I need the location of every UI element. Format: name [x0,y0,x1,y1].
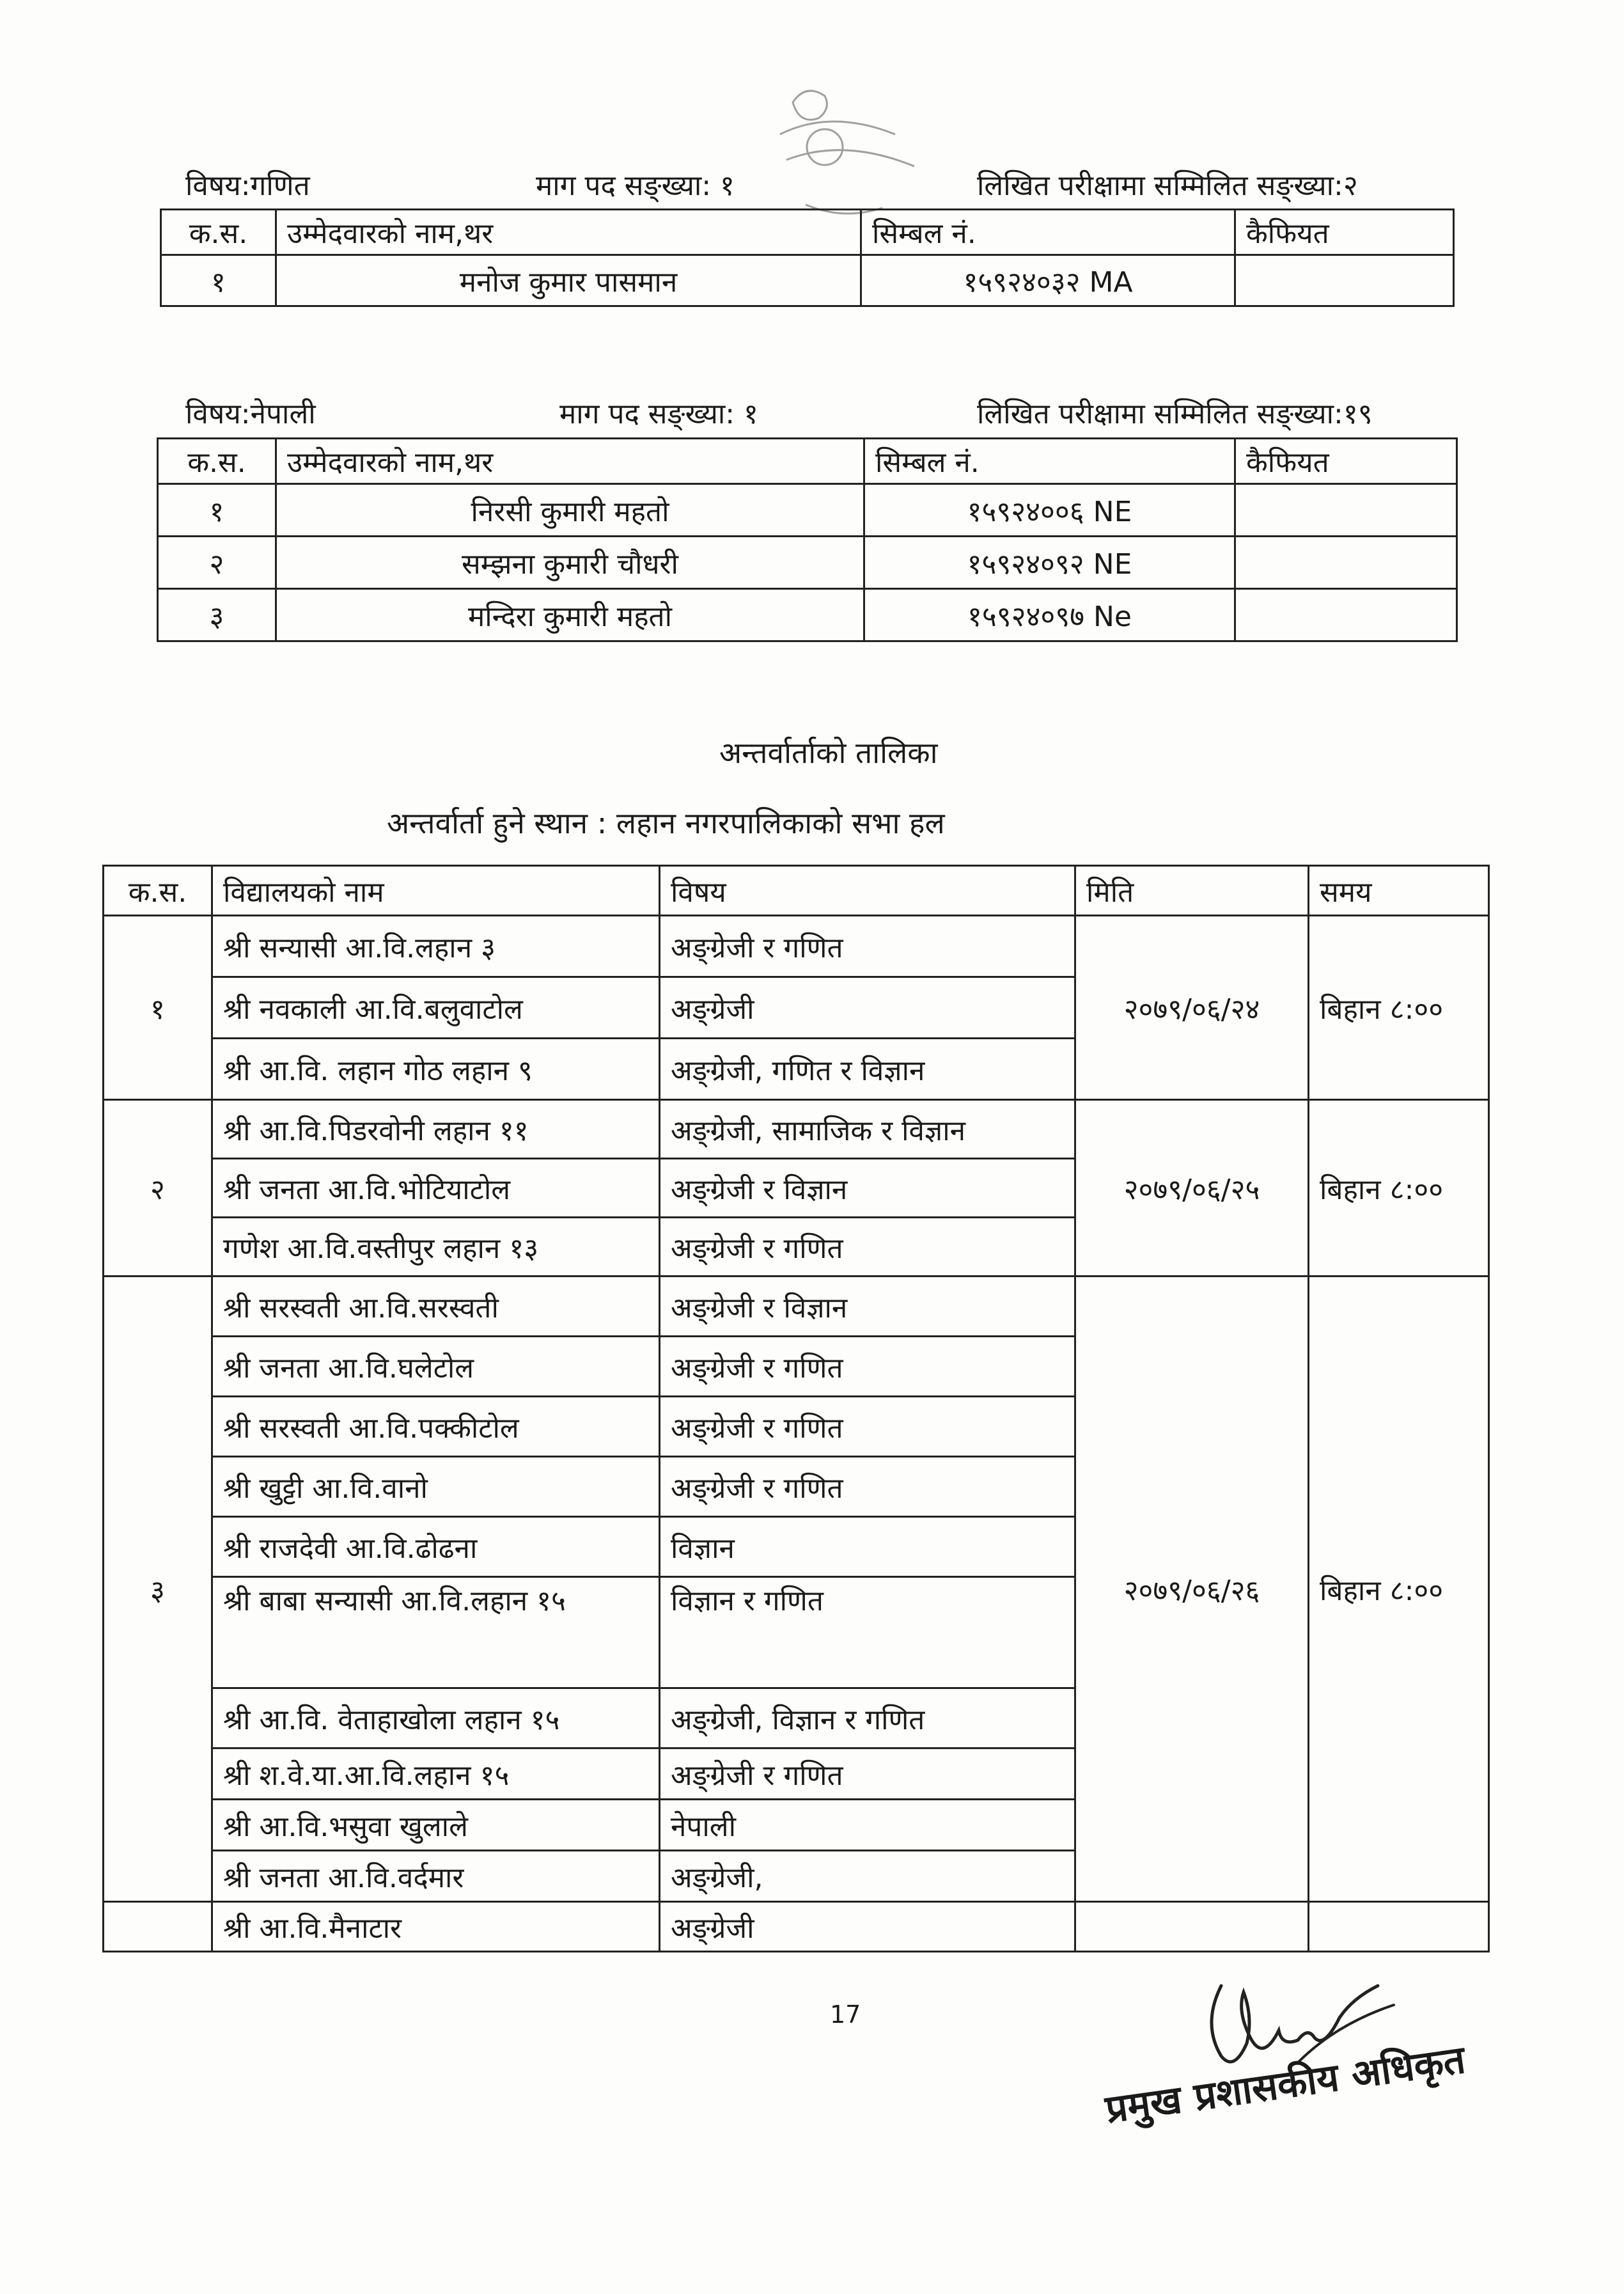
interview-schedule-table [102,865,1490,1952]
cell-symbol: १५९२४०३२ MA [861,255,1235,306]
group-date: २०७९/०६/२४ [1075,916,1309,1100]
cell-symbol: १५९२४००६ NE [864,484,1235,537]
cell-school: श्री बाबा सन्यासी आ.वि.लहान १५ [212,1577,660,1688]
table-row [158,484,1457,537]
col-date: मिति [1075,866,1309,916]
nepali-candidate-table [157,437,1458,642]
math-candidate-table [160,208,1455,307]
group-date: २०७९/०६/२५ [1075,1100,1309,1277]
section-math-examinees: लिखित परीक्षामा सम्मिलित सङ्ख्या:२ [977,169,1358,202]
col-name: उम्मेदवारको नाम,थर [276,210,861,255]
cell-school: श्री जनता आ.वि.भोटियाटोल [212,1159,660,1218]
signatory-designation: प्रमुख प्रशासकीय अधिकृत [1102,2037,1468,2133]
cell-subject: अङ्ग्रेजी [660,977,1075,1039]
cell-symbol: १५९२४०९२ NE [864,537,1235,589]
cell-subject: अङ्ग्रेजी, [660,1851,1075,1902]
col-school: विद्यालयको नाम [212,866,660,916]
cell-subject: अङ्ग्रेजी र गणित [660,1397,1075,1457]
cell-school: श्री सरस्वती आ.वि.पक्कीटोल [212,1397,660,1457]
group-sn: १ [104,916,212,1100]
col-time: समय [1309,866,1489,916]
cell-school: श्री आ.वि.मैनाटार [212,1902,660,1952]
col-symbol: सिम्बल नं. [861,210,1235,255]
col-remarks: कैफियत [1235,210,1454,255]
table-header-row [158,439,1457,484]
table-row [158,537,1457,589]
cell-school: श्री नवकाली आ.वि.बलुवाटोल [212,977,660,1039]
section-math-posts: माग पद सङ्ख्या: १ [536,169,735,202]
cell-subject: अङ्ग्रेजी, विज्ञान र गणित [660,1688,1075,1748]
col-subject: विषय [660,866,1075,916]
cell-subject: अङ्ग्रेजी, गणित र विज्ञान [660,1039,1075,1100]
cell-name: सम्झना कुमारी चौधरी [276,537,864,589]
cell-subject: अङ्ग्रेजी र गणित [660,916,1075,977]
group-time: बिहान ८:०० [1309,1100,1489,1277]
group-time: बिहान ८:०० [1309,916,1489,1100]
cell-school: श्री आ.वि. लहान गोठ लहान ९ [212,1039,660,1100]
cell-school: श्री सरस्वती आ.वि.सरस्वती [212,1277,660,1337]
cell-sn: १ [161,255,276,306]
cell-sn: १ [158,484,276,537]
interview-title: अन्तर्वार्ताको तालिका [719,735,938,770]
table-row [104,916,1489,977]
interview-venue: अन्तर्वार्ता हुने स्थान : लहान नगरपालिकाको सभा हल [387,806,945,840]
cell-subject: अङ्ग्रेजी र विज्ञान [660,1159,1075,1218]
cell-school: श्री राजदेवी आ.वि.ढोढना [212,1517,660,1577]
cell-school: श्री खुट्टी आ.वि.वानो [212,1457,660,1517]
cell-name: मनोज कुमार पासमान [276,255,861,306]
cell-subject: अङ्ग्रेजी र गणित [660,1337,1075,1397]
col-symbol: सिम्बल नं. [864,439,1235,484]
section-nepali-posts: माग पद सङ्ख्या: १ [559,398,758,430]
table-header-row [161,210,1454,255]
table-row [158,589,1457,641]
cell-subject: विज्ञान [660,1517,1075,1577]
cell-remarks [1235,537,1457,589]
cell-school: श्री आ.वि.पिडरवोनी लहान ११ [212,1100,660,1159]
cell-subject: अङ्ग्रेजी र गणित [660,1457,1075,1517]
cell-remarks [1235,484,1457,537]
cell-sn: २ [158,537,276,589]
group-time: बिहान ८:०० [1309,1277,1489,1902]
section-nepali-subject: विषय:नेपाली [185,398,316,430]
cell-time-empty [1309,1902,1489,1952]
cell-subject: विज्ञान र गणित [660,1577,1075,1688]
cell-subject: नेपाली [660,1800,1075,1851]
cell-name: मन्दिरा कुमारी महतो [276,589,864,641]
cell-school: श्री श.वे.या.आ.वि.लहान १५ [212,1748,660,1800]
cell-school: श्री जनता आ.वि.घलेटोल [212,1337,660,1397]
group-sn: २ [104,1100,212,1277]
group-date: २०७९/०६/२६ [1075,1277,1309,1902]
table-row [104,1100,1489,1159]
page-number: 17 [830,2000,861,2029]
cell-symbol: १५९२४०९७ Ne [864,589,1235,641]
cell-school: श्री आ.वि. वेताहाखोला लहान १५ [212,1688,660,1748]
col-sn: क.स. [104,866,212,916]
section-nepali-examinees: लिखित परीक्षामा सम्मिलित सङ्ख्या:१९ [977,398,1373,430]
cell-school: गणेश आ.वि.वस्तीपुर लहान १३ [212,1218,660,1277]
cell-school: श्री सन्यासी आ.वि.लहान ३ [212,916,660,977]
cell-name: निरसी कुमारी महतो [276,484,864,537]
section-math-subject: विषय:गणित [185,169,310,202]
cell-school: श्री जनता आ.वि.वर्दमार [212,1851,660,1902]
table-row [161,255,1454,306]
cell-remarks [1235,255,1454,306]
col-sn: क.स. [158,439,276,484]
col-remarks: कैफियत [1235,439,1457,484]
cell-remarks [1235,589,1457,641]
cell-date-empty [1075,1902,1309,1952]
cell-subject: अङ्ग्रेजी र गणित [660,1748,1075,1800]
col-name: उम्मेदवारको नाम,थर [276,439,864,484]
cell-school: श्री आ.वि.भसुवा खुलाले [212,1800,660,1851]
cell-sn: ३ [158,589,276,641]
table-row [104,1277,1489,1337]
group-sn: ३ [104,1277,212,1902]
table-row [104,1902,1489,1952]
cell-subject: अङ्ग्रेजी र विज्ञान [660,1277,1075,1337]
cell-sn-empty [104,1902,212,1952]
col-sn: क.स. [161,210,276,255]
cell-subject: अङ्ग्रेजी [660,1902,1075,1952]
cell-subject: अङ्ग्रेजी र गणित [660,1218,1075,1277]
cell-subject: अङ्ग्रेजी, सामाजिक र विज्ञान [660,1100,1075,1159]
table-header-row [104,866,1489,916]
